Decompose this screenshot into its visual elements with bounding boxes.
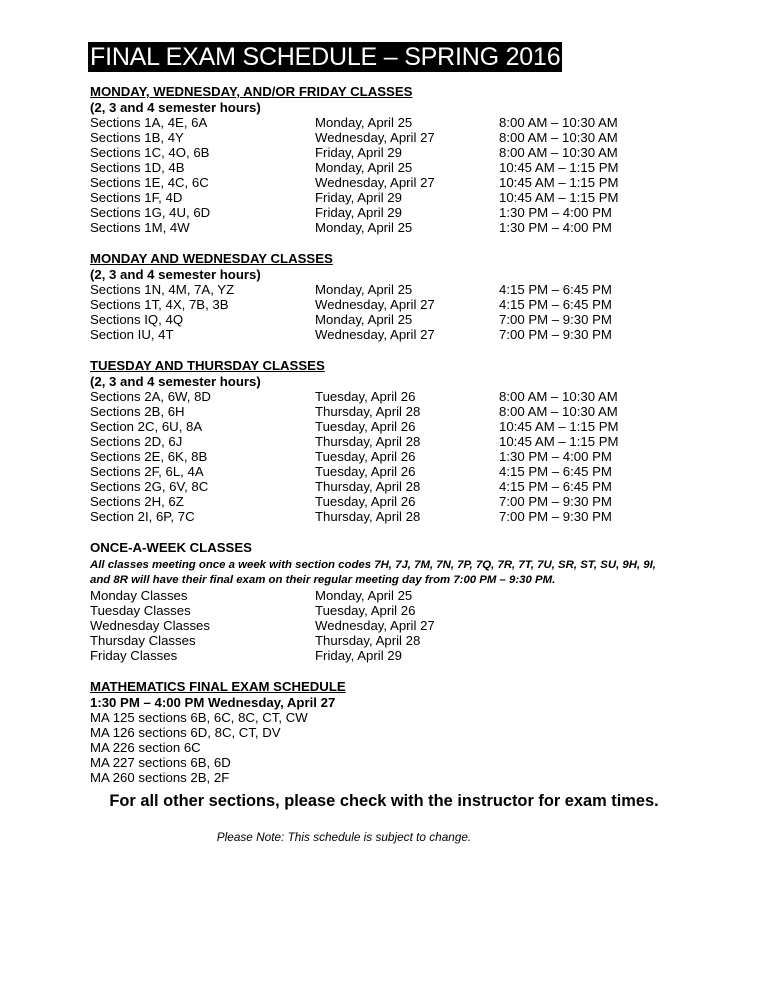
row-date: Thursday, April 28 — [315, 633, 421, 648]
schedule-row — [90, 603, 710, 618]
weekly-section — [90, 540, 710, 663]
row-time: 10:45 AM – 1:15 PM — [499, 160, 619, 175]
mw-heading: MONDAY AND WEDNESDAY CLASSES — [90, 251, 333, 266]
row-date: Monday, April 25 — [315, 312, 413, 327]
row-time: 7:00 PM – 9:30 PM — [499, 327, 612, 342]
row-sections: Sections 2D, 6J — [90, 434, 183, 449]
row-sections: Sections 1B, 4Y — [90, 130, 184, 145]
row-time: 8:00 AM – 10:30 AM — [499, 389, 618, 404]
tt-subheading: (2, 3 and 4 semester hours) — [90, 374, 261, 389]
schedule-row — [90, 648, 710, 663]
schedule-row — [90, 434, 710, 449]
row-date: Friday, April 29 — [315, 145, 402, 160]
row-date: Tuesday, April 26 — [315, 389, 416, 404]
row-class-day: Friday Classes — [90, 648, 178, 663]
mwf-rows — [90, 115, 710, 235]
row-time: 10:45 AM – 1:15 PM — [499, 175, 619, 190]
schedule-row — [90, 404, 710, 419]
schedule-row — [90, 190, 710, 205]
schedule-row — [90, 464, 710, 479]
schedule-row — [90, 282, 710, 297]
row-sections: Section IU, 4T — [90, 327, 174, 342]
row-class-day: Wednesday Classes — [90, 618, 210, 633]
row-date: Friday, April 29 — [315, 190, 402, 205]
weekly-heading: ONCE-A-WEEK CLASSES — [90, 540, 252, 555]
mw-section — [90, 251, 710, 342]
row-date: Thursday, April 28 — [315, 479, 421, 494]
row-date: Monday, April 25 — [315, 282, 413, 297]
row-time: 4:15 PM – 6:45 PM — [499, 479, 612, 494]
mw-rows — [90, 282, 710, 342]
schedule-row — [90, 145, 710, 160]
schedule-row — [90, 494, 710, 509]
row-sections: Section 2I, 6P, 7C — [90, 509, 195, 524]
row-time: 10:45 AM – 1:15 PM — [499, 434, 619, 449]
schedule-row — [90, 205, 710, 220]
footer-instruction: For all other sections, please check with the instructor for exam times. — [109, 792, 659, 810]
schedule-document — [90, 42, 710, 785]
row-time: 10:45 AM – 1:15 PM — [499, 419, 619, 434]
row-time: 1:30 PM – 4:00 PM — [499, 205, 612, 220]
schedule-row — [90, 160, 710, 175]
row-time: 7:00 PM – 9:30 PM — [499, 312, 612, 327]
row-sections: Sections 2E, 6K, 8B — [90, 449, 208, 464]
row-date: Tuesday, April 26 — [315, 449, 416, 464]
row-date: Wednesday, April 27 — [315, 297, 435, 312]
row-time: 1:30 PM – 4:00 PM — [499, 220, 612, 235]
weekly-note-line-1: All classes meeting once a week with section codes 7H, 7J, 7M, 7N, 7P, 7Q, 7R, 7T, 7U, SR, ST, SU, 9H, 9I, — [90, 559, 656, 571]
row-sections: Sections 1C, 4O, 6B — [90, 145, 210, 160]
schedule-row — [90, 509, 710, 524]
row-date: Wednesday, April 27 — [315, 130, 435, 145]
row-sections: Sections 1N, 4M, 7A, YZ — [90, 282, 235, 297]
schedule-row — [90, 588, 710, 603]
row-date: Wednesday, April 27 — [315, 175, 435, 190]
row-sections: Sections 1M, 4W — [90, 220, 190, 235]
row-sections: Sections 2H, 6Z — [90, 494, 184, 509]
course-line: MA 126 sections 6D, 8C, CT, DV — [90, 725, 281, 740]
row-time: 4:15 PM – 6:45 PM — [499, 464, 612, 479]
row-date: Thursday, April 28 — [315, 404, 421, 419]
row-date: Thursday, April 28 — [315, 509, 421, 524]
math-lines — [90, 710, 710, 785]
row-date: Monday, April 25 — [315, 588, 413, 603]
row-date: Tuesday, April 26 — [315, 494, 416, 509]
weekly-note-line-2: and 8R will have their final exam on their regular meeting day from 7:00 PM – 9:30 PM. — [90, 574, 556, 586]
row-sections: Sections 2F, 6L, 4A — [90, 464, 204, 479]
schedule-row — [90, 220, 710, 235]
schedule-row — [90, 312, 710, 327]
row-time: 1:30 PM – 4:00 PM — [499, 449, 612, 464]
row-sections: Sections 2B, 6H — [90, 404, 185, 419]
row-date: Tuesday, April 26 — [315, 464, 416, 479]
row-time: 8:00 AM – 10:30 AM — [499, 130, 618, 145]
math-section — [90, 679, 710, 785]
row-time: 8:00 AM – 10:30 AM — [499, 115, 618, 130]
row-class-day: Thursday Classes — [90, 633, 196, 648]
row-date: Monday, April 25 — [315, 160, 413, 175]
tt-rows — [90, 389, 710, 524]
row-sections: Sections 2G, 6V, 8C — [90, 479, 209, 494]
row-sections: Sections 1A, 4E, 6A — [90, 115, 208, 130]
row-sections: Sections IQ, 4Q — [90, 312, 184, 327]
page-title: FINAL EXAM SCHEDULE – SPRING 2016 — [90, 43, 561, 71]
schedule-row — [90, 419, 710, 434]
math-subheading: 1:30 PM – 4:00 PM Wednesday, April 27 — [90, 695, 336, 710]
row-date: Wednesday, April 27 — [315, 618, 435, 633]
row-date: Monday, April 25 — [315, 220, 413, 235]
schedule-row — [90, 327, 710, 342]
course-line: MA 227 sections 6B, 6D — [90, 755, 231, 770]
row-date: Monday, April 25 — [315, 115, 413, 130]
row-class-day: Monday Classes — [90, 588, 188, 603]
row-time: 7:00 PM – 9:30 PM — [499, 509, 612, 524]
schedule-row — [90, 633, 710, 648]
row-sections: Sections 1F, 4D — [90, 190, 183, 205]
schedule-row — [90, 115, 710, 130]
row-sections: Sections 1T, 4X, 7B, 3B — [90, 297, 229, 312]
row-class-day: Tuesday Classes — [90, 603, 191, 618]
footer-note: Please Note: This schedule is subject to change. — [216, 830, 472, 844]
tt-heading: TUESDAY AND THURSDAY CLASSES — [90, 358, 325, 373]
tt-section — [90, 358, 710, 524]
row-time: 10:45 AM – 1:15 PM — [499, 190, 619, 205]
row-time: 8:00 AM – 10:30 AM — [499, 404, 618, 419]
mw-subheading: (2, 3 and 4 semester hours) — [90, 267, 261, 282]
row-sections: Sections 1G, 4U, 6D — [90, 205, 211, 220]
row-date: Wednesday, April 27 — [315, 327, 435, 342]
row-time: 4:15 PM – 6:45 PM — [499, 297, 612, 312]
row-date: Tuesday, April 26 — [315, 603, 416, 618]
row-time: 7:00 PM – 9:30 PM — [499, 494, 612, 509]
row-sections: Section 2C, 6U, 8A — [90, 419, 203, 434]
schedule-row — [90, 449, 710, 464]
course-line: MA 125 sections 6B, 6C, 8C, CT, CW — [90, 710, 308, 725]
course-line: MA 226 section 6C — [90, 740, 201, 755]
row-time: 8:00 AM – 10:30 AM — [499, 145, 618, 160]
row-date: Friday, April 29 — [315, 205, 402, 220]
mwf-section — [90, 84, 710, 235]
mwf-heading: MONDAY, WEDNESDAY, AND/OR FRIDAY CLASSES — [90, 84, 413, 99]
schedule-row — [90, 618, 710, 633]
weekly-rows — [90, 588, 710, 663]
schedule-row — [90, 297, 710, 312]
row-date: Thursday, April 28 — [315, 434, 421, 449]
row-sections: Sections 1E, 4C, 6C — [90, 175, 209, 190]
row-sections: Sections 1D, 4B — [90, 160, 185, 175]
course-line: MA 260 sections 2B, 2F — [90, 770, 230, 785]
schedule-row — [90, 175, 710, 190]
schedule-row — [90, 389, 710, 404]
schedule-row — [90, 130, 710, 145]
mwf-subheading: (2, 3 and 4 semester hours) — [90, 100, 261, 115]
math-heading: MATHEMATICS FINAL EXAM SCHEDULE — [90, 679, 346, 694]
row-date: Tuesday, April 26 — [315, 419, 416, 434]
row-date: Friday, April 29 — [315, 648, 402, 663]
schedule-row — [90, 479, 710, 494]
row-sections: Sections 2A, 6W, 8D — [90, 389, 211, 404]
row-time: 4:15 PM – 6:45 PM — [499, 282, 612, 297]
